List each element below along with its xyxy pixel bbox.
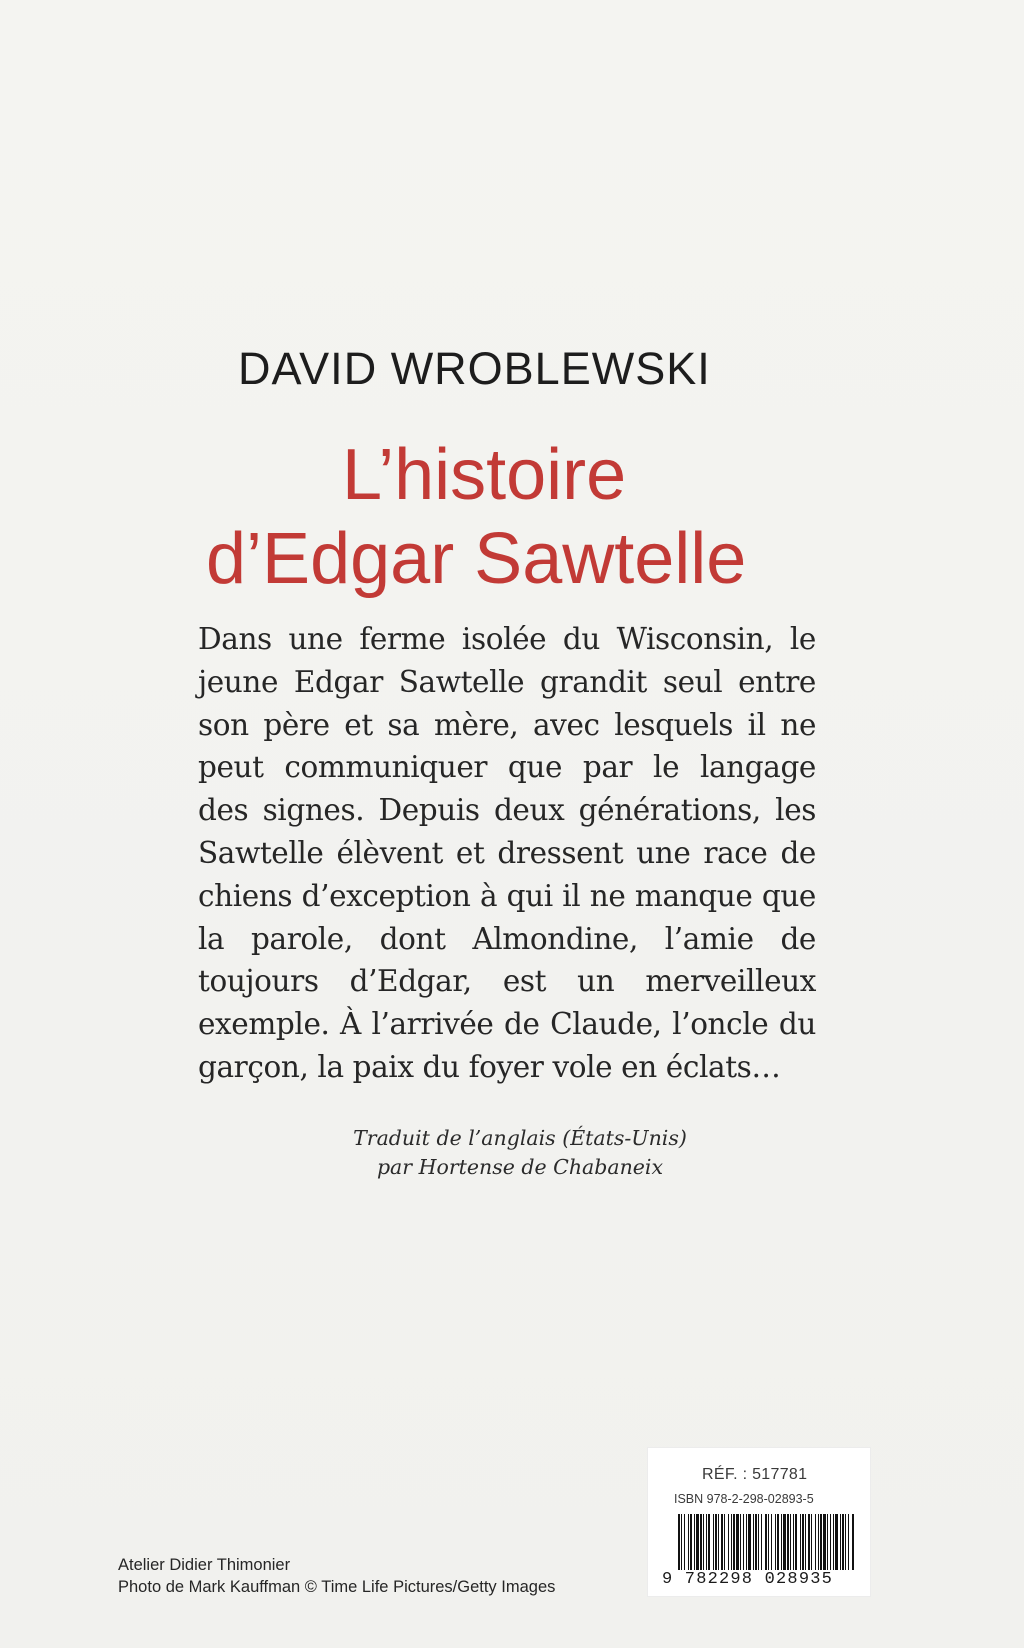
translation-line-1: Traduit de l’anglais (États-Unis) — [353, 1126, 687, 1150]
image-credits — [118, 1554, 555, 1598]
isbn-number: ISBN 978-2-298-02893-5 — [674, 1492, 814, 1506]
translation-credit — [300, 1124, 740, 1182]
book-title — [206, 433, 902, 601]
book-title-line-1: L’histoire — [342, 435, 627, 515]
barcode-label — [648, 1448, 870, 1596]
barcode-icon — [676, 1514, 856, 1570]
credit-line-2: Photo de Mark Kauffman © Time Life Pictures/Getty Images — [118, 1578, 556, 1596]
book-title-line-2: d’Edgar Sawtelle — [206, 519, 747, 599]
reference-number: RÉF. : 517781 — [702, 1466, 808, 1483]
author-name: DAVID WROBLEWSKI — [238, 343, 711, 394]
translation-line-2: par Hortense de Chabaneix — [376, 1155, 664, 1179]
barcode-digits: 9 782298 028935 — [662, 1570, 834, 1589]
book-blurb: Dans une ferme isolée du Wisconsin, le jeune Edgar Sawtelle grandit seul entre son père et sa mère, avec lesquels il ne peut communiquer que par le langage des signes. Depuis deux générations, les Sawtelle élèvent et dressent une race de chiens d’exception à qui il ne manque que la parole, dont Almondine, l’amie de toujours d’Edgar, est un merveilleux exemple. À l’arrivée de Claude, l’oncle du garçon, la paix du foyer vole en éclats… — [198, 622, 816, 1084]
credit-line-1: Atelier Didier Thimonier — [118, 1556, 291, 1574]
